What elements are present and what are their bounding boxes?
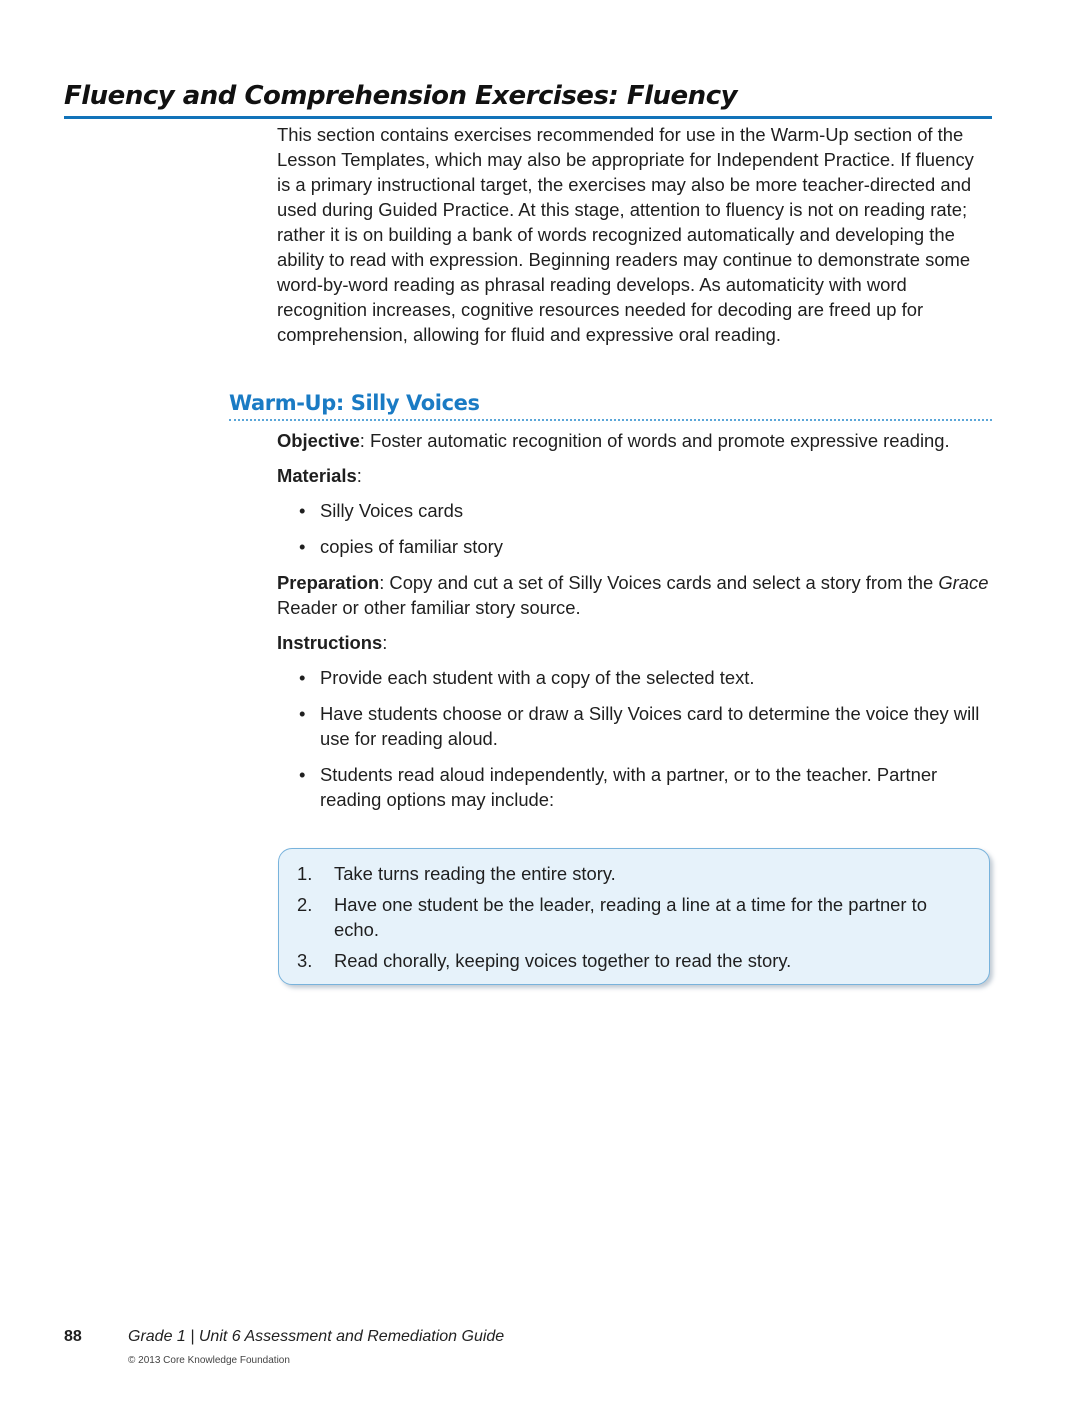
objective-label: Objective <box>277 430 360 451</box>
bullet: • <box>299 667 306 688</box>
preparation-text: : Copy and cut a set of Silly Voices cards and select a story from the <box>379 572 939 593</box>
list-item <box>297 948 969 973</box>
section-content <box>277 428 992 823</box>
bullet: • <box>299 536 306 557</box>
partner-options-callout <box>278 848 990 985</box>
page-title: Fluency and Comprehension Exercises: Fluency <box>64 78 992 119</box>
list-item <box>277 498 992 523</box>
footer-copyright: © 2013 Core Knowledge Foundation <box>128 1355 290 1366</box>
list-item <box>277 701 992 751</box>
materials-colon: : <box>356 465 362 486</box>
footer-guide-title: Grade 1 | Unit 6 Assessment and Remediation Guide <box>128 1328 505 1345</box>
instruction-text: Have students choose or draw a Silly Voices card to determine the voice they will use for reading aloud. <box>320 703 980 749</box>
materials-label: Materials <box>277 465 357 486</box>
bullet: • <box>299 703 306 724</box>
step-text: Read chorally, keeping voices together to read the story. <box>334 950 792 971</box>
instructions-colon: : <box>382 632 388 653</box>
list-item <box>277 665 992 690</box>
preparation-label: Preparation <box>277 572 380 593</box>
instruction-text: Students read aloud independently, with a partner, or to the teacher. Partner reading options may include: <box>320 764 938 810</box>
step-text: Have one student be the leader, reading a line at a time for the partner to echo. <box>334 894 927 940</box>
step-number: 3. <box>297 950 313 971</box>
instructions-heading <box>277 630 992 655</box>
list-item <box>277 534 992 559</box>
step-number: 2. <box>297 894 313 915</box>
list-item <box>297 892 969 942</box>
bullet: • <box>299 500 306 521</box>
partner-options-list <box>297 861 969 973</box>
instructions-list <box>277 665 992 812</box>
section-heading: Warm-Up: Silly Voices <box>229 388 992 421</box>
material-text: Silly Voices cards <box>320 500 464 521</box>
materials-heading <box>277 463 992 488</box>
step-text: Take turns reading the entire story. <box>334 863 616 884</box>
preparation-italic: Grace <box>938 572 989 593</box>
objective-paragraph <box>277 428 992 453</box>
instructions-label: Instructions <box>277 632 383 653</box>
page-number: 88 <box>64 1328 82 1345</box>
instruction-text: Provide each student with a copy of the selected text. <box>320 667 755 688</box>
materials-list <box>277 498 992 559</box>
preparation-paragraph <box>277 570 992 620</box>
list-item <box>297 861 969 886</box>
step-number: 1. <box>297 863 313 884</box>
bullet: • <box>299 764 306 785</box>
list-item <box>277 762 992 812</box>
objective-text: : Foster automatic recognition of words and promote expressive reading. <box>359 430 950 451</box>
preparation-text-end: Reader or other familiar story source. <box>277 597 581 618</box>
material-text: copies of familiar story <box>320 536 503 557</box>
intro-paragraph: This section contains exercises recommended for use in the Warm-Up section of the Lesson Templates, which may also be appropriate for Independent Practice. If fluency is a primary instructional target, the exercises may also be more teacher-directed and used during Guided Practice. At this stage, attention to fluency is not on reading rate; rather it is on building a bank of words recognized automatically and developing the ability to read with expression. Beginning readers may continue to demonstrate some word-by-word reading as phrasal reading develops. As automaticity with word recognition increases, cognitive resources needed for decoding are freed up for comprehension, allowing for fluid and expressive oral reading. <box>277 124 974 345</box>
